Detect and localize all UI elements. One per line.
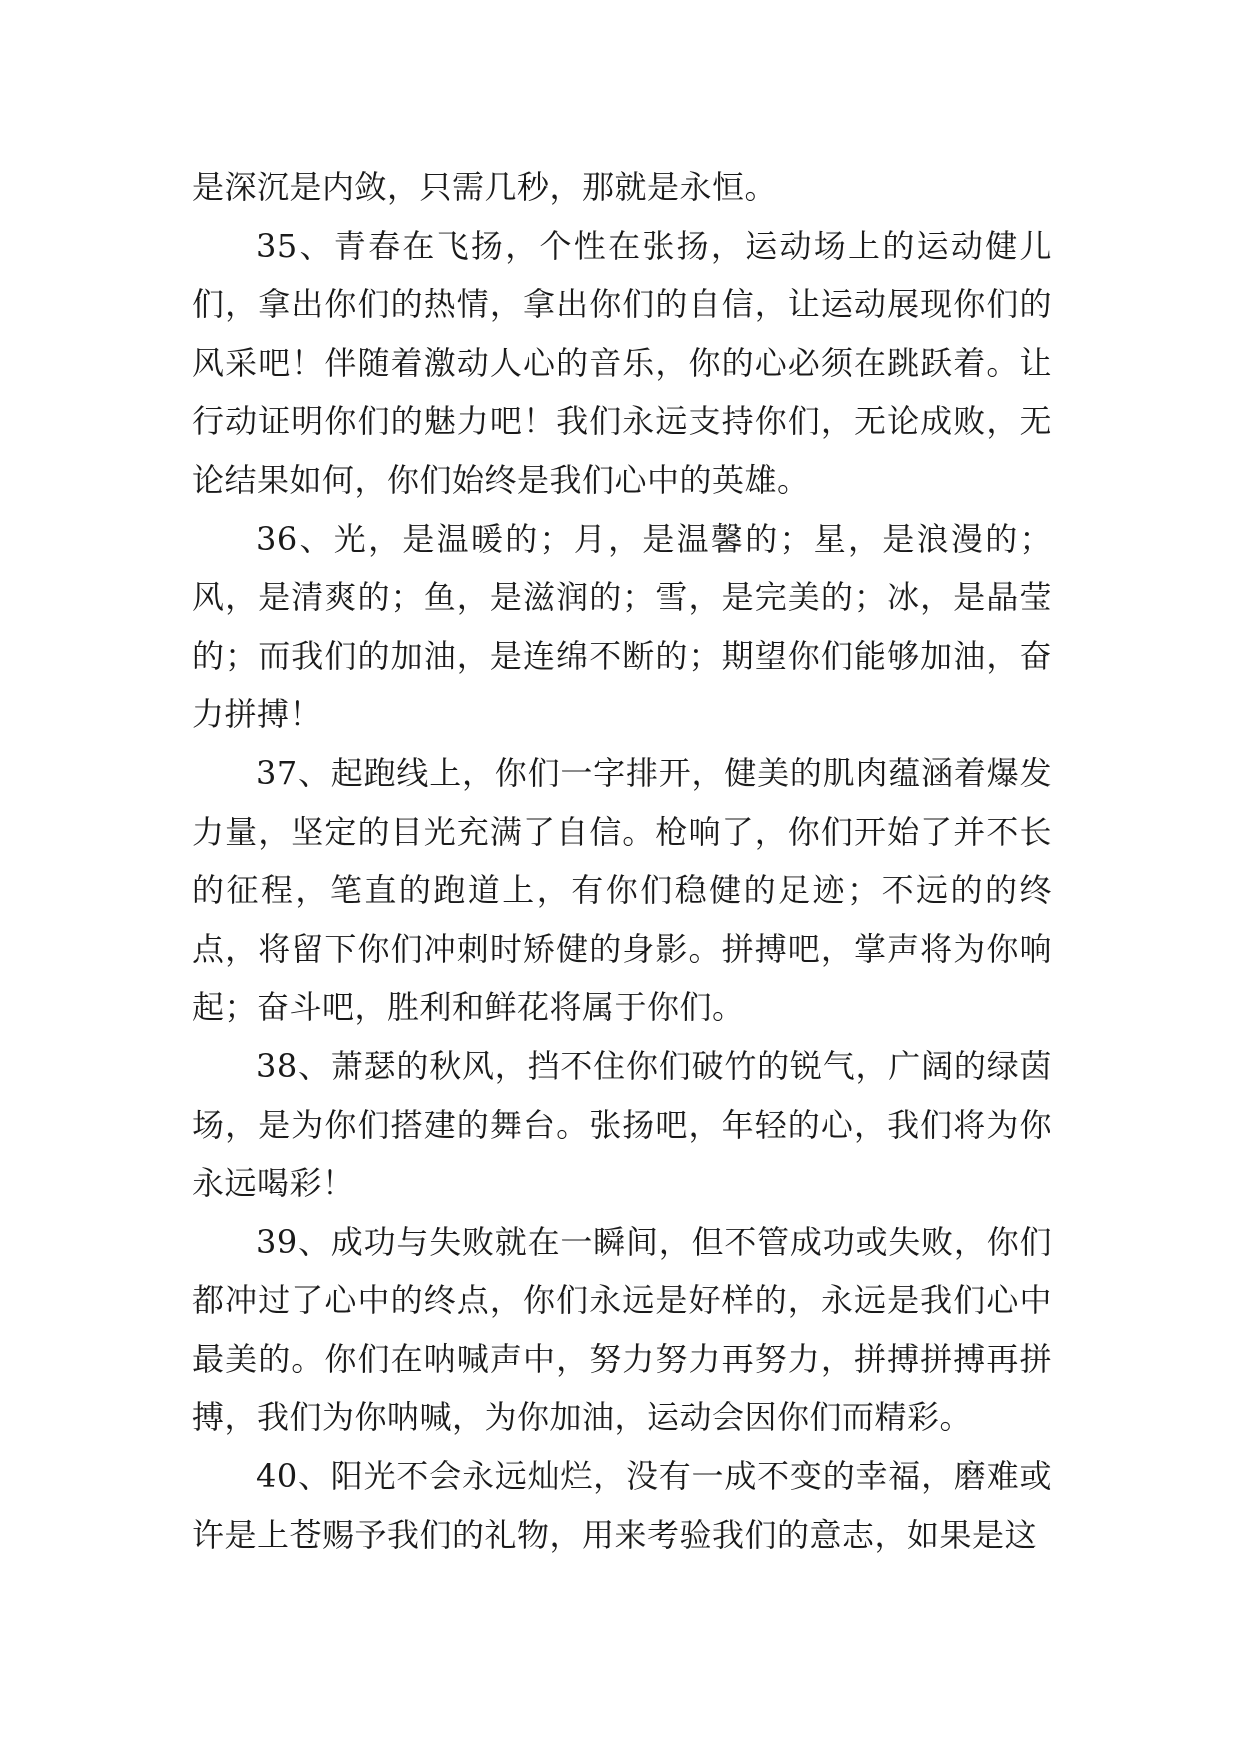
paragraph-39: 39、成功与失败就在一瞬间，但不管成功或失败，你们都冲过了心中的终点，你们永远是好样的，永远是我们心中最美的。你们在呐喊声中，努力努力再努力，拼搏拼搏再拼搏，我们为你呐喊，为你加油，运动会因你们而精彩。 [192,1222,1052,1437]
document-body [192,158,1052,1564]
paragraph-40: 40、阳光不会永远灿烂，没有一成不变的幸福，磨难或许是上苍赐予我们的礼物，用来考验我们的意志，如果是这 [192,1457,1052,1554]
paragraph-36: 36、光，是温暖的；月，是温馨的；星，是浪漫的；风，是清爽的；鱼，是滋润的；雪，是完美的；冰，是晶莹的；而我们的加油，是连绵不断的；期望你们能够加油，奋力拼搏！ [192,519,1052,734]
paragraph-38: 38、萧瑟的秋风，挡不住你们破竹的锐气，广阔的绿茵场，是为你们搭建的舞台。张扬吧，年轻的心，我们将为你永远喝彩！ [192,1046,1052,1203]
paragraph-37: 37、起跑线上，你们一字排开，健美的肌肉蕴涵着爆发力量，坚定的目光充满了自信。枪响了，你们开始了并不长的征程，笔直的跑道上，有你们稳健的足迹；不远的的终点，将留下你们冲刺时矫健的身影。拼搏吧，掌声将为你响起；奋斗吧，胜利和鲜花将属于你们。 [192,753,1052,1027]
paragraph-34-continuation: 是深沉是内敛，只需几秒，那就是永恒。 [192,168,778,206]
paragraph-35: 35、青春在飞扬，个性在张扬，运动场上的运动健儿们，拿出你们的热情，拿出你们的自信，让运动展现你们的风采吧！伴随着激动人心的音乐，你的心必须在跳跃着。让行动证明你们的魅力吧！我们永远支持你们，无论成败，无论结果如何，你们始终是我们心中的英雄。 [192,226,1052,499]
